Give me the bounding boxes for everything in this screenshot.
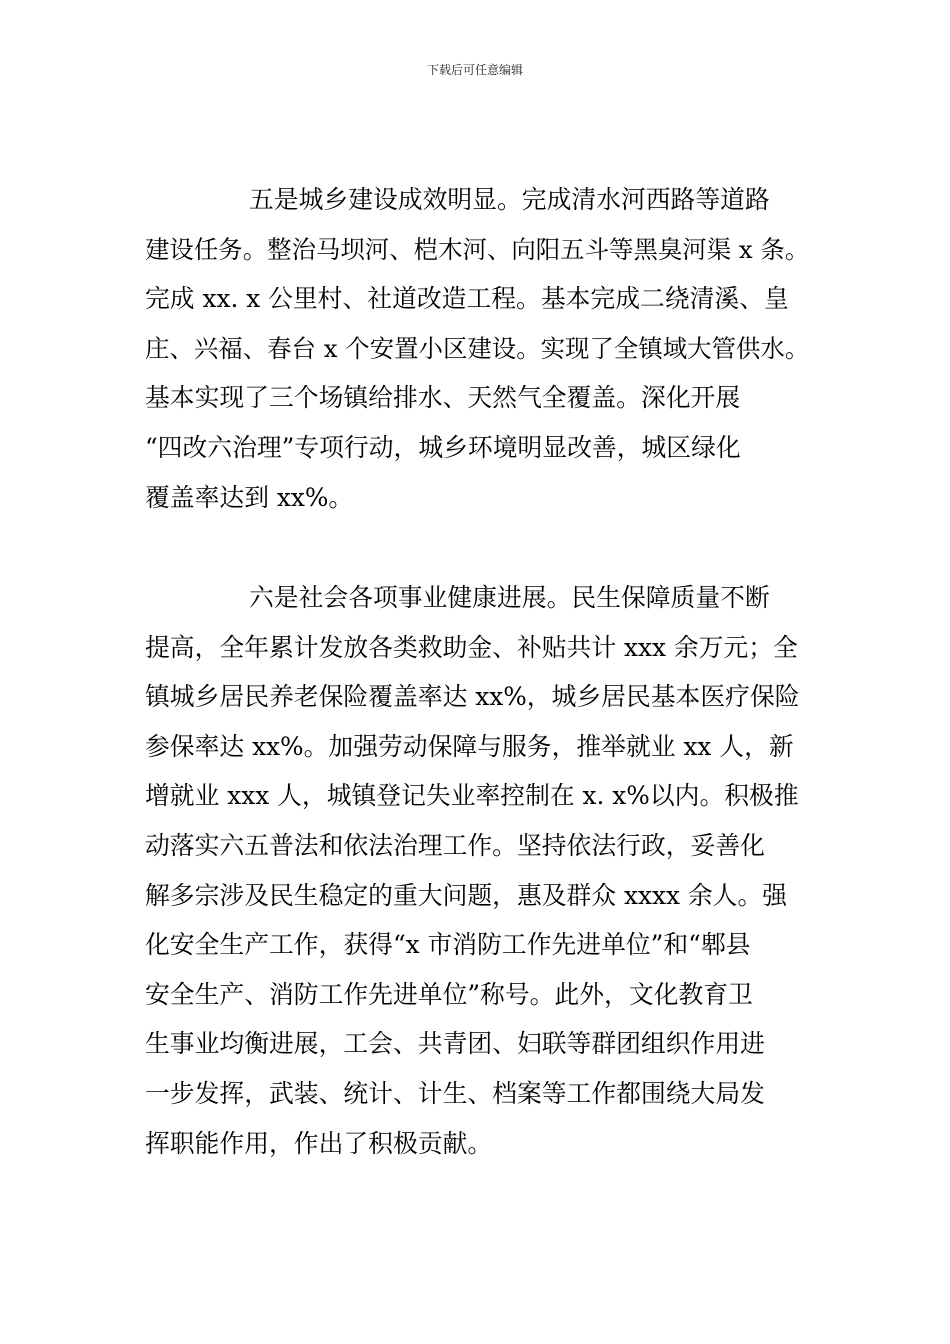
paragraph-line: 参保率达 xx%。加强劳动保障与服务，推举就业 xx 人，新 (145, 731, 794, 761)
paragraph-line: 一步发挥，武装、统计、计生、档案等工作都围绕大局发 (145, 1078, 765, 1108)
paragraph-line: 解多宗涉及民生稳定的重大问题，惠及群众 xxxx 余人。强 (145, 880, 788, 910)
paragraph-line: 动落实六五普法和依法治理工作。坚持依法行政，妥善化 (145, 830, 765, 860)
paragraph-line: 建设任务。整治马坝河、桤木河、向阳五斗等黑臭河渠 x 条。 (145, 234, 810, 264)
paragraph-line: 镇城乡居民养老保险覆盖率达 xx%，城乡居民基本医疗保险 (145, 682, 800, 712)
paragraph-line: 生事业均衡进展，工会、共青团、妇联等群团组织作用进 (145, 1029, 765, 1059)
paragraph-line: 覆盖率达到 xx%。 (145, 482, 354, 512)
paragraph-line: 提高，全年累计发放各类救助金、补贴共计 xxx 余万元；全 (145, 632, 798, 662)
paragraph-line: 六是社会各项事业健康进展。民生保障质量不断 (249, 583, 770, 612)
paragraph-social-undertakings (145, 573, 809, 1168)
paragraph-line: 基本实现了三个场镇给排水、天然气全覆盖。深化开展 (145, 383, 741, 413)
paragraph-line: 安全生产、消防工作先进单位”称号。此外，文化教育卫 (145, 979, 753, 1009)
paragraph-line: 挥职能作用，作出了积极贡献。 (145, 1128, 493, 1158)
paragraph-line: 完成 xx. x 公里村、社道改造工程。基本完成二绕清溪、皇 (145, 284, 789, 314)
paragraph-urban-rural-construction (145, 175, 809, 522)
paragraph-line: “四改六治理”专项行动，城乡环境明显改善，城区绿化 (145, 432, 741, 462)
page-header-note: 下载后可任意编辑 (426, 63, 523, 77)
paragraph-line: 五是城乡建设成效明显。完成清水河西路等道路 (249, 185, 770, 214)
paragraph-line: 庄、兴福、春台 x 个安置小区建设。实现了全镇域大管供水。 (145, 333, 810, 363)
paragraph-line: 增就业 xxx 人，城镇登记失业率控制在 x. x%以内。积极推 (145, 781, 799, 811)
paragraph-line: 化安全生产工作，获得“x 市消防工作先进单位”和“郫县 (145, 930, 751, 960)
